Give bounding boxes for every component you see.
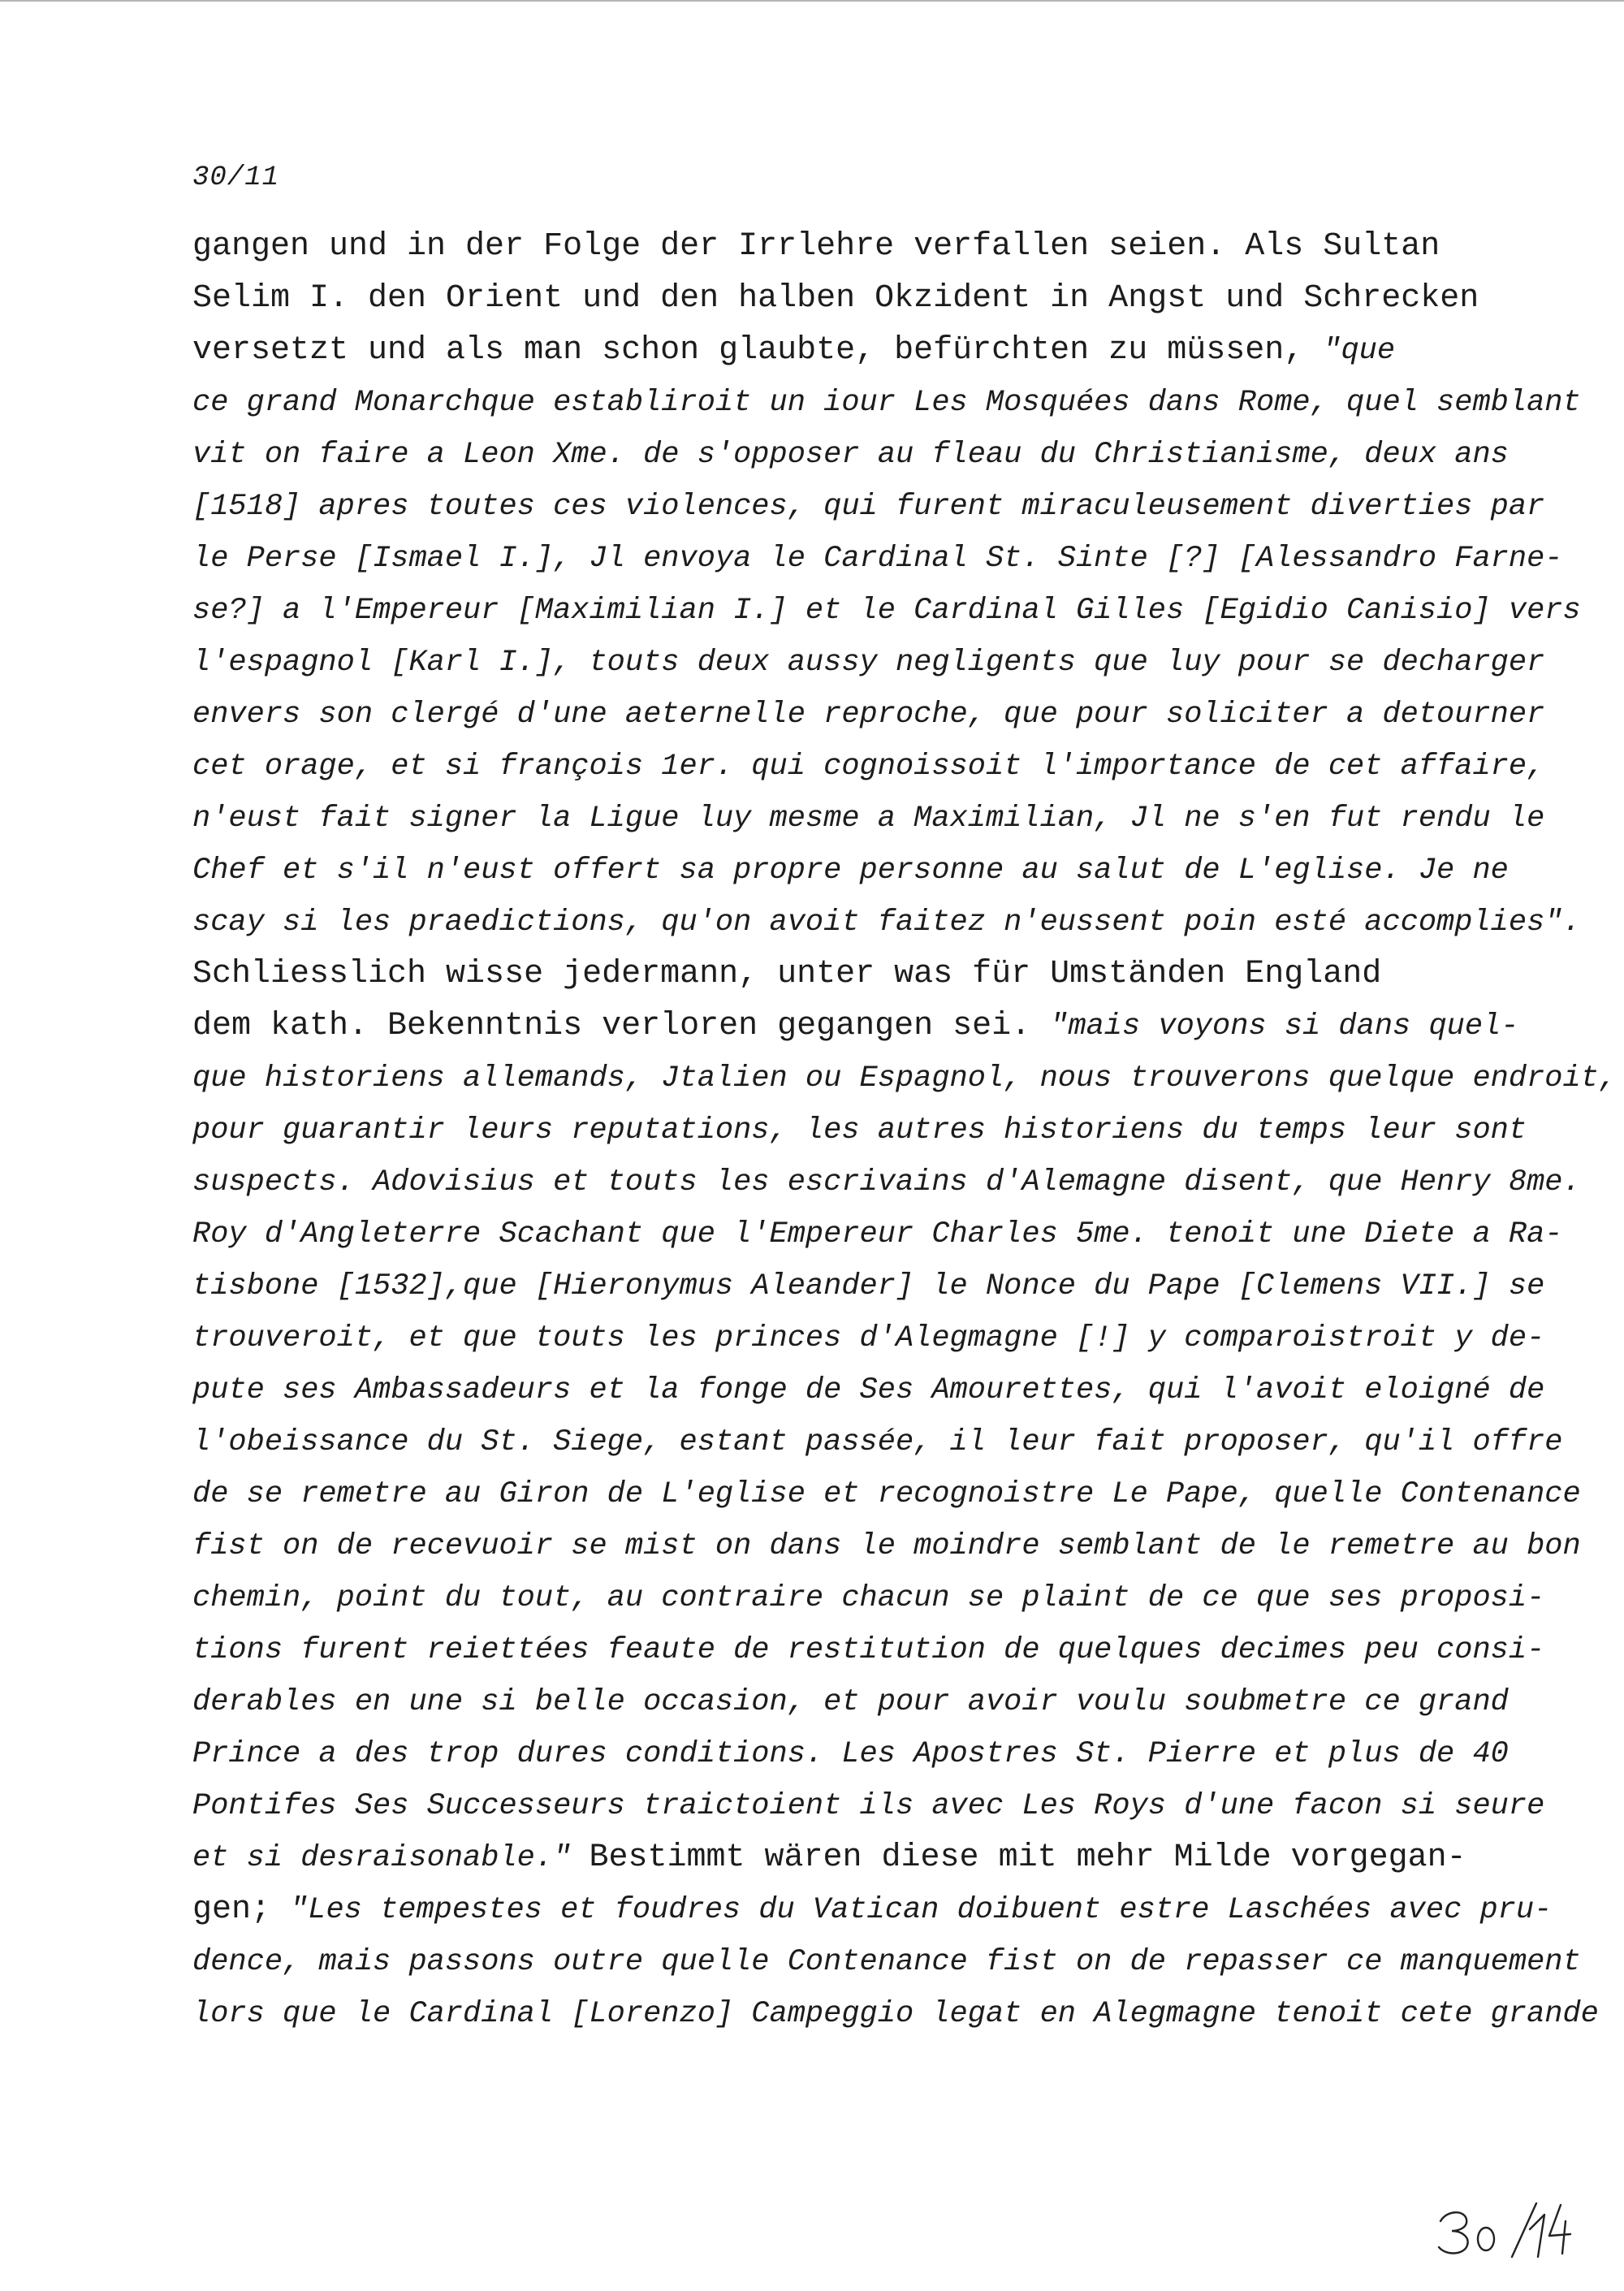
text-line [192,221,1508,273]
text-line [192,689,1545,741]
italic-text-segment: pour guarantir leurs reputations, les autres historiens du temps leur sont [192,1113,1527,1148]
text-segment: Selim I. den Orient und den halben Okzident in Angst und Schrecken [192,280,1479,317]
text-segment: gen; [192,1891,291,1928]
text-segment: Schliesslich wisse jedermann, unter was für Umständen England [192,956,1382,992]
text-line [192,1001,1519,1053]
text-line [192,1988,1599,2040]
italic-text-segment: vit on faire a Leon Xme. de s'opposer au fleau du Christianisme, deux ans [192,438,1509,472]
italic-text-segment: tisbone [1532],que [Hieronymus Aleander] le Nonce du Pape [Clemens VII.] se [192,1269,1545,1303]
italic-text-segment: Pontifes Ses Successeurs traictoient ils avec Les Roys d'une facon si seure [192,1789,1545,1823]
text-segment: versetzt und als man schon glaubte, befürchten zu müssen, [192,332,1324,369]
body-text [192,221,1618,2040]
italic-text-segment: Roy d'Angleterre Scachant que l'Empereur Charles 5me. tenoit une Diete a Ra- [192,1217,1563,1251]
italic-text-segment: envers son clergé d'une aeternelle reproche, que pour soliciter a detourner [192,698,1545,732]
text-line [192,897,1581,949]
italic-text-segment: fist on de recevuoir se mist on dans le moindre semblant de le remetre au bon [192,1529,1581,1563]
italic-text-segment: "Les tempestes et foudres du Vatican doibuent estre Laschées avec pru- [290,1893,1553,1927]
italic-text-segment: tions furent reiettées feaute de restitution de quelques decimes peu consi- [192,1633,1545,1667]
italic-text-segment: cet orage, et si françois 1er. qui cognoissoit l'importance de cet affaire, [192,750,1545,784]
text-line [192,1104,1527,1156]
text-line [192,949,1508,1001]
handwritten-folio-stamp [1436,2197,1574,2262]
text-line [192,1624,1545,1676]
text-line [192,1936,1581,1988]
page-number: 30/11 [192,162,280,193]
text-segment: gangen und in der Folge der Irrlehre verfallen seien. Als Sultan [192,228,1440,265]
text-line [192,1780,1545,1832]
text-line [192,845,1508,897]
text-line [192,273,1508,325]
text-line [192,1156,1581,1208]
italic-text-segment: l'obeissance du St. Siege, estant passée, il leur fait proposer, qu'il offre [192,1425,1563,1459]
text-line [192,1053,1618,1104]
italic-text-segment: se?] a l'Empereur [Maximilian I.] et le Cardinal Gilles [Egidio Canisio] vers [192,594,1581,628]
text-line [192,325,1508,377]
italic-text-segment: trouveroit, et que touts les princes d'Alegmagne [!] y comparoistroit y de- [192,1321,1545,1355]
text-line [192,1728,1508,1780]
text-line [192,377,1581,429]
text-line [192,637,1545,689]
text-segment: dem kath. Bekenntnis verloren gegangen sei. [192,1008,1051,1044]
italic-text-segment: [1518] apres toutes ces violences, qui furent miraculeusement diverties par [192,490,1545,524]
italic-text-segment: derables en une si belle occasion, et pour avoir voulu soubmetre ce grand [192,1685,1509,1719]
italic-text-segment: lors que le Cardinal [Lorenzo] Campeggio legat en Alegmagne tenoit cete grande [192,1997,1599,2031]
text-line [192,1208,1563,1260]
italic-text-segment: "que [1323,334,1396,368]
text-line [192,1468,1581,1520]
text-line [192,1260,1545,1312]
italic-text-segment: l'espagnol [Karl I.], touts deux aussy negligents que luy pour se decharger [192,646,1545,680]
text-line [192,1884,1553,1936]
text-line [192,533,1563,585]
text-line [192,793,1545,845]
text-line [192,481,1545,533]
italic-text-segment: le Perse [Ismael I.], Jl envoya le Cardinal St. Sinte [?] [Alessandro Farne- [192,542,1563,576]
text-segment: Bestimmt wären diese mit mehr Milde vorgegan- [589,1839,1466,1876]
page-top-border [0,0,1624,2]
text-line [192,585,1581,637]
italic-text-segment: scay si les praedictions, qu'on avoit faitez n'eussent poin esté accomplies". [192,906,1581,940]
text-line [192,1312,1545,1364]
italic-text-segment: Chef et s'il n'eust offert sa propre personne au salut de L'eglise. Je ne [192,854,1509,888]
text-line [192,1416,1563,1468]
italic-text-segment: et si desraisonable." [192,1841,590,1875]
italic-text-segment: Prince a des trop dures conditions. Les Apostres St. Pierre et plus de 40 [192,1737,1509,1771]
text-line [192,741,1545,793]
italic-text-segment: pute ses Ambassadeurs et la fonge de Ses Amourettes, qui l'avoit eloigné de [192,1373,1545,1407]
italic-text-segment: suspects. Adovisius et touts les escrivains d'Alemagne disent, que Henry 8me. [192,1165,1581,1200]
italic-text-segment: que historiens allemands, Jtalien ou Espagnol, nous trouverons quelque endroit, [192,1061,1618,1096]
text-line [192,429,1508,481]
italic-text-segment: de se remetre au Giron de L'eglise et recognoistre Le Pape, quelle Contenance [192,1477,1581,1511]
text-line [192,1520,1581,1572]
italic-text-segment: chemin, point du tout, au contraire chacun se plaint de ce que ses proposi- [192,1581,1545,1615]
text-line [192,1572,1545,1624]
italic-text-segment: ce grand Monarchque establiroit un iour Les Mosquées dans Rome, quel semblant [192,386,1581,420]
text-line [192,1364,1545,1416]
italic-text-segment: n'eust fait signer la Ligue luy mesme a Maximilian, Jl ne s'en fut rendu le [192,802,1545,836]
text-line [192,1676,1508,1728]
text-line [192,1832,1508,1884]
italic-text-segment: dence, mais passons outre quelle Contenance fist on de repasser ce manquement [192,1945,1581,1979]
italic-text-segment: "mais voyons si dans quel- [1050,1009,1519,1044]
